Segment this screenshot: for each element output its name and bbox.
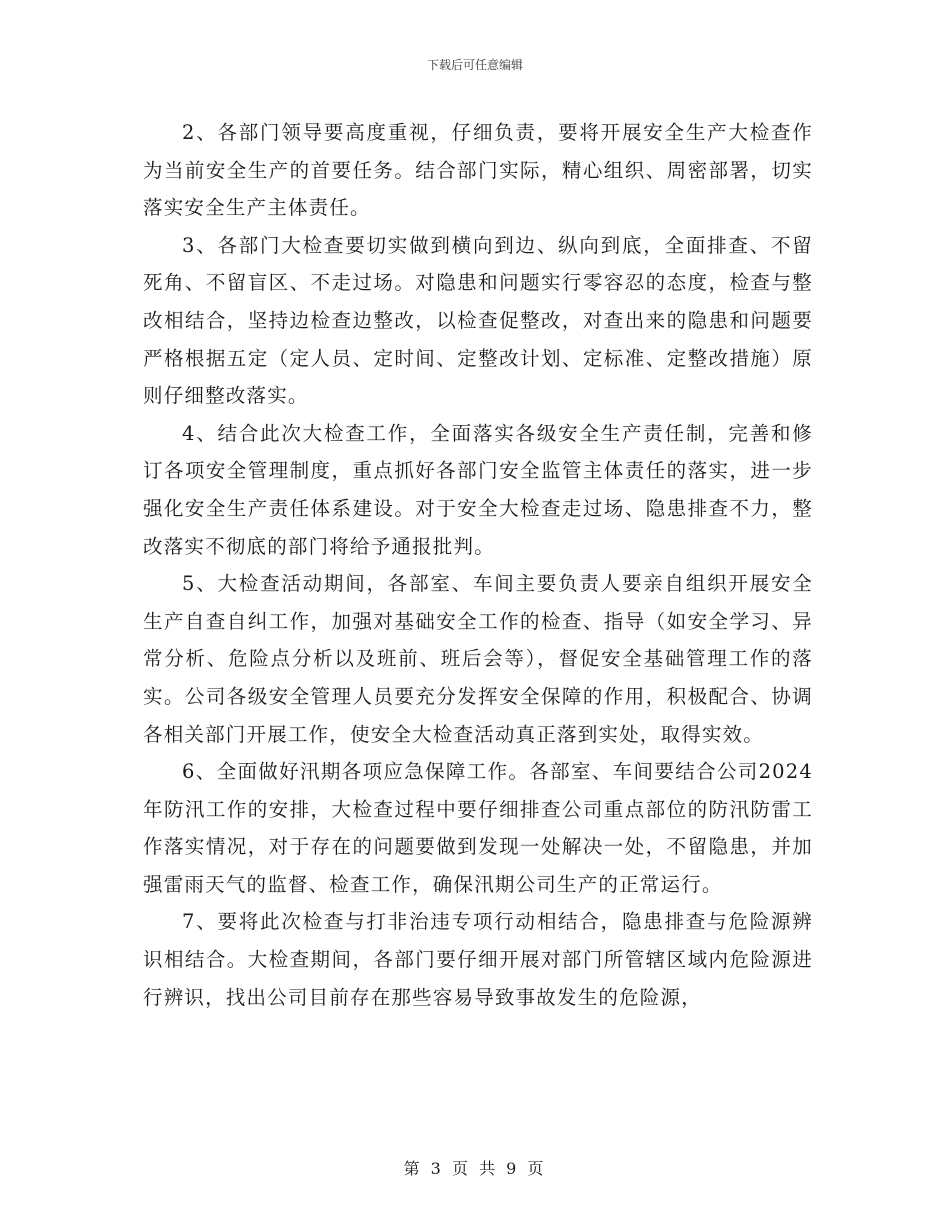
paragraph-item-6: 6、全面做好汛期各项应急保障工作。各部室、车间要结合公司2024年防汛工作的安排，大检查过程中要仔细排查公司重点部位的防汛防雷工作落实情况，对于存在的问题要做到发现一处解决一处，不留隐患，并加强雷雨天气的监督、检查工作，确保汛期公司生产的正常运行。	[143, 760, 813, 896]
page-header-note: 下载后可任意编辑	[426, 58, 523, 72]
page-number-footer: 第 3 页 共 9 页	[403, 1159, 547, 1178]
paragraph-item-7: 7、要将此次检查与打非治违专项行动相结合，隐患排查与危险源辨识相结合。大检查期间，各部门要仔细开展对部门所管辖区域内危险源进行辨识，找出公司目前存在那些容易导致事故发生的危险源，	[143, 910, 813, 1009]
paragraph-item-2: 2、各部门领导要高度重视，仔细负责，要将开展安全生产大检查作为当前安全生产的首要任务。结合部门实际，精心组织、周密部署，切实落实安全生产主体责任。	[143, 121, 813, 220]
paragraph-item-3: 3、各部门大检查要切实做到横向到边、纵向到底，全面排查、不留死角、不留盲区、不走过场。对隐患和问题实行零容忍的态度，检查与整改相结合，坚持边检查边整改，以检查促整改，对查出来的隐患和问题要严格根据五定（定人员、定时间、定整改计划、定标准、定整改措施）原则仔细整改落实。	[143, 233, 813, 408]
document-body	[143, 114, 813, 1016]
paragraph-item-5: 5、大检查活动期间，各部室、车间主要负责人要亲自组织开展安全生产自查自纠工作，加强对基础安全工作的检查、指导（如安全学习、异常分析、危险点分析以及班前、班后会等），督促安全基础管理工作的落实。公司各级安全管理人员要充分发挥安全保障的作用，积极配合、协调各相关部门开展工作，使安全大检查活动真正落到实处，取得实效。	[143, 572, 813, 746]
paragraph-item-4: 4、结合此次大检查工作，全面落实各级安全生产责任制，完善和修订各项安全管理制度，重点抓好各部门安全监管主体责任的落实，进一步强化安全生产责任体系建设。对于安全大检查走过场、隐患排查不力，整改落实不彻底的部门将给予通报批判。	[143, 421, 813, 558]
